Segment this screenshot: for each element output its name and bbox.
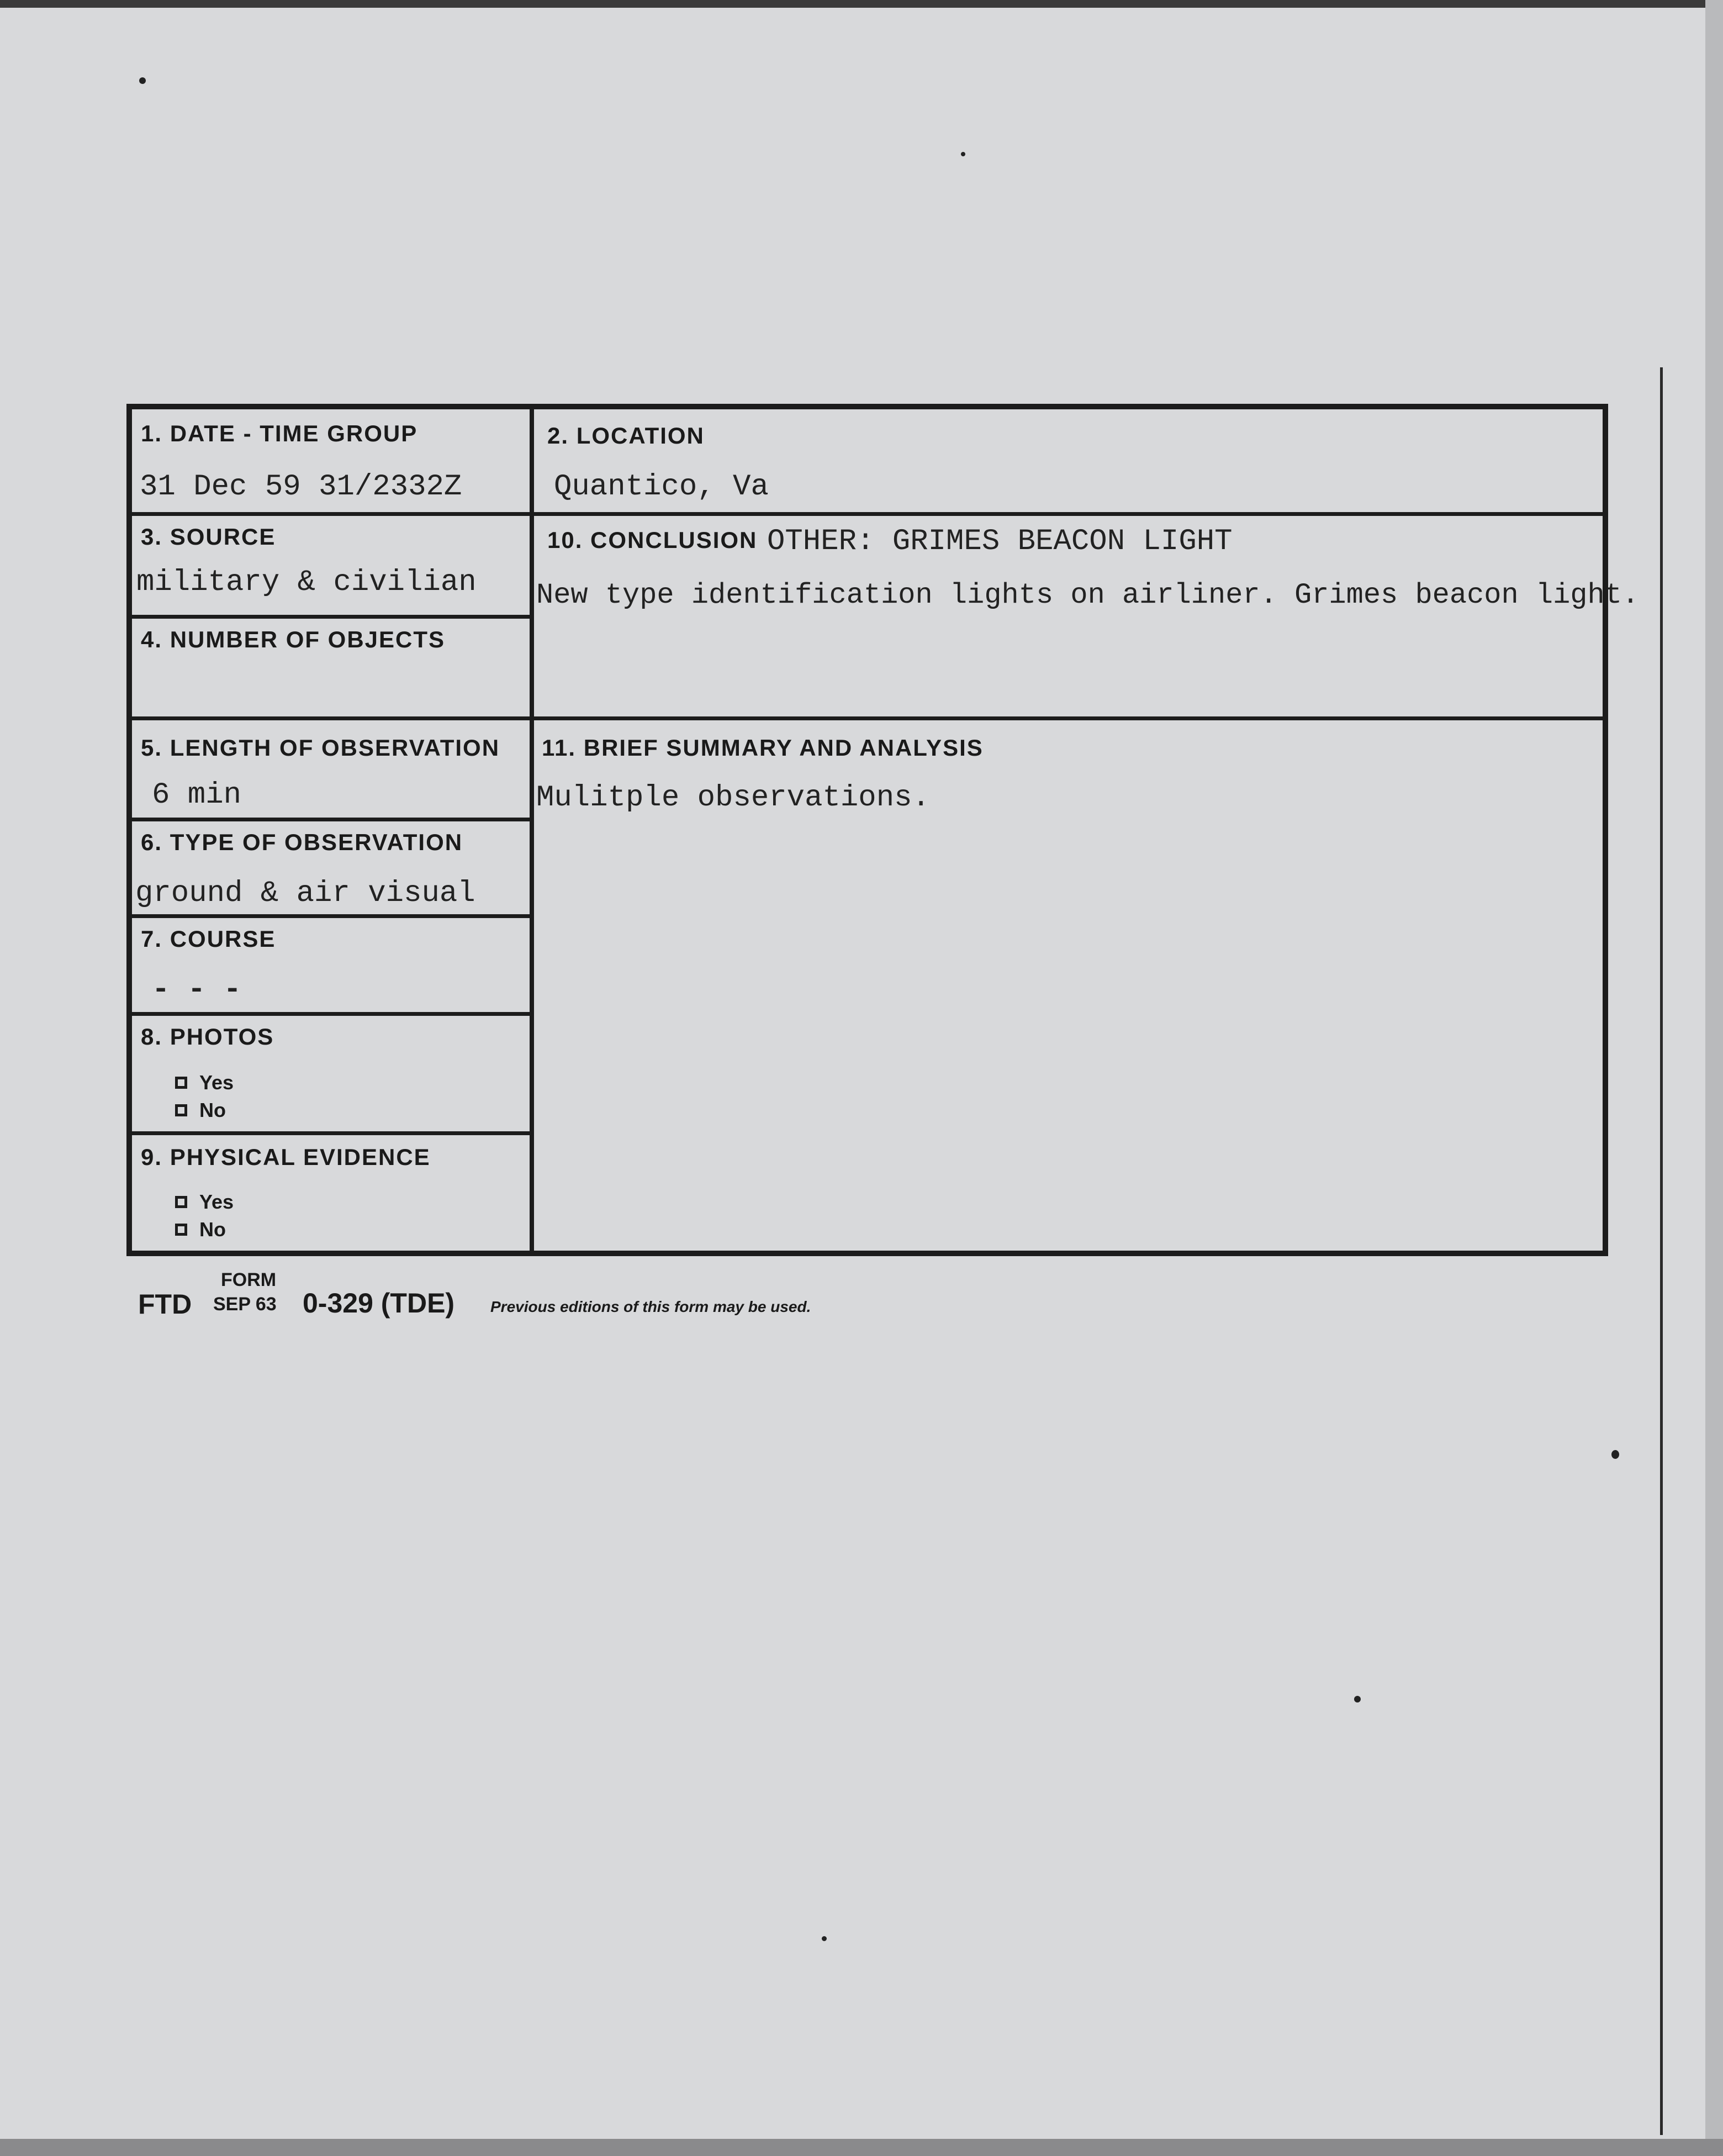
photos-no-checkbox[interactable] <box>175 1104 187 1116</box>
type-of-observation-label: 6. TYPE OF OBSERVATION <box>141 829 463 855</box>
photos-no-option[interactable] <box>175 1099 226 1122</box>
date-time-group-label: 1. DATE - TIME GROUP <box>141 420 418 446</box>
photos-cell <box>132 1016 530 1135</box>
number-of-objects-label: 4. NUMBER OF OBJECTS <box>141 626 446 652</box>
location-value: Quantico, Va <box>554 470 769 504</box>
footer-date: SEP 63 <box>213 1294 277 1315</box>
conclusion-label: 10. CONCLUSION <box>547 527 758 553</box>
length-of-observation-cell <box>132 720 530 821</box>
speck <box>822 1936 827 1941</box>
physical-evidence-no-label: No <box>199 1218 226 1241</box>
course-value: - - - <box>152 973 242 1007</box>
location-cell <box>534 409 1603 516</box>
date-time-group-value: 31 Dec 59 31/2332Z <box>140 470 462 504</box>
photos-no-label: No <box>199 1099 226 1121</box>
physical-evidence-cell <box>132 1135 530 1256</box>
conclusion-heading: OTHER: GRIMES BEACON LIGHT <box>767 525 1233 558</box>
speck <box>1611 1450 1619 1459</box>
footer-ftd: FTD <box>138 1289 192 1320</box>
photos-yes-checkbox[interactable] <box>175 1077 187 1089</box>
page-right-edge <box>1705 0 1723 2156</box>
photos-yes-label: Yes <box>199 1071 234 1094</box>
physical-evidence-no-checkbox[interactable] <box>175 1224 187 1236</box>
number-of-objects-cell <box>132 619 530 720</box>
length-of-observation-value: 6 min <box>152 778 242 812</box>
source-label: 3. SOURCE <box>141 524 276 550</box>
footer-note: Previous editions of this form may be used. <box>490 1298 811 1315</box>
report-form <box>126 404 1640 1256</box>
photos-yes-option[interactable] <box>175 1071 234 1094</box>
type-of-observation-cell <box>132 821 530 918</box>
physical-evidence-no-option[interactable] <box>175 1218 226 1241</box>
type-of-observation-value: ground & air visual <box>135 877 475 910</box>
conclusion-text: New type identification lights on airliner. Grimes beacon light. <box>536 579 1640 612</box>
footer-form-word: FORM <box>221 1269 277 1290</box>
summary-cell <box>534 720 1603 1256</box>
course-label: 7. COURSE <box>141 926 276 952</box>
summary-text: Mulitple observations. <box>536 781 930 815</box>
speck <box>961 152 965 156</box>
length-of-observation-label: 5. LENGTH OF OBSERVATION <box>141 735 500 761</box>
source-cell <box>132 516 530 619</box>
physical-evidence-yes-checkbox[interactable] <box>175 1196 187 1208</box>
speck <box>1354 1696 1361 1702</box>
page-bottom-edge <box>0 2139 1723 2156</box>
margin-line <box>1660 367 1663 2135</box>
conclusion-cell <box>534 516 1640 720</box>
physical-evidence-yes-option[interactable] <box>175 1190 234 1214</box>
photos-label: 8. PHOTOS <box>141 1024 274 1050</box>
footer-form-number: 0-329 (TDE) <box>303 1288 455 1319</box>
date-time-group-cell <box>132 409 530 516</box>
page-top-edge <box>0 0 1723 8</box>
physical-evidence-label: 9. PHYSICAL EVIDENCE <box>141 1144 431 1170</box>
course-cell <box>132 918 530 1016</box>
speck <box>139 77 146 84</box>
location-label: 2. LOCATION <box>547 423 705 449</box>
left-column <box>132 409 534 1251</box>
source-value: military & civilian <box>136 566 477 599</box>
physical-evidence-yes-label: Yes <box>199 1190 234 1213</box>
summary-label: 11. BRIEF SUMMARY AND ANALYSIS <box>542 735 984 761</box>
